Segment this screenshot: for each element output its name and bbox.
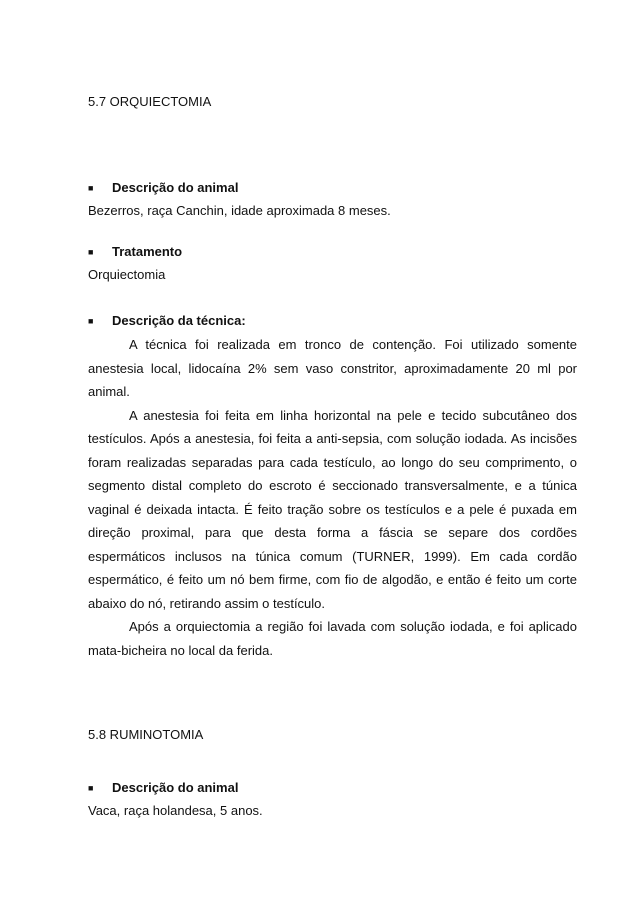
bullet-icon: ■ bbox=[88, 183, 94, 193]
animal-description-text: Vaca, raça holandesa, 5 anos. bbox=[88, 803, 263, 818]
technique-body bbox=[88, 333, 577, 662]
animal-description-label: Descrição do animal bbox=[112, 180, 239, 195]
technique-paragraph: A técnica foi realizada em tronco de contenção. Foi utilizado somente anestesia local, lidocaína 2% sem vaso constritor, aproximadamente 20 ml por animal. bbox=[88, 337, 577, 399]
technique-label: Descrição da técnica: bbox=[112, 313, 246, 328]
technique-paragraph: Após a orquiectomia a região foi lavada com solução iodada, e foi aplicado mata-bicheira no local da ferida. bbox=[88, 619, 577, 658]
treatment-label: Tratamento bbox=[112, 244, 183, 259]
section-heading-ruminotomia: 5.8 RUMINOTOMIA bbox=[88, 727, 204, 742]
bullet-icon: ■ bbox=[88, 316, 94, 326]
bullet-icon: ■ bbox=[88, 783, 94, 793]
section-heading-orquiectomia: 5.7 ORQUIECTOMIA bbox=[88, 94, 212, 109]
bullet-icon: ■ bbox=[88, 247, 94, 257]
technique-paragraph: A anestesia foi feita em linha horizontal na pele e tecido subcutâneo dos testículos. Após a anestesia, foi feita a anti-sepsia, com solução iodada. As incisões foram realizadas separadas para cada testículo, ao longo do seu comprimento, o segmento distal completo do escroto é seccionado transversalmente, e a túnica vaginal é deixada intacta. É feito tração sobre os testículos e a pele é puxada em direção proximal, para que desta forma a fáscia se separe dos cordões espermáticos inclusos na túnica comum (TURNER, 1999). Em cada cordão espermático, é feito um nó bem firme, com fio de algodão, e então é feito um corte abaixo do nó, retirando assim o testículo. bbox=[88, 407, 577, 611]
treatment-text: Orquiectomia bbox=[88, 267, 166, 282]
animal-description-label: Descrição do animal bbox=[112, 780, 239, 795]
animal-description-text: Bezerros, raça Canchin, idade aproximada 8 meses. bbox=[88, 203, 391, 218]
